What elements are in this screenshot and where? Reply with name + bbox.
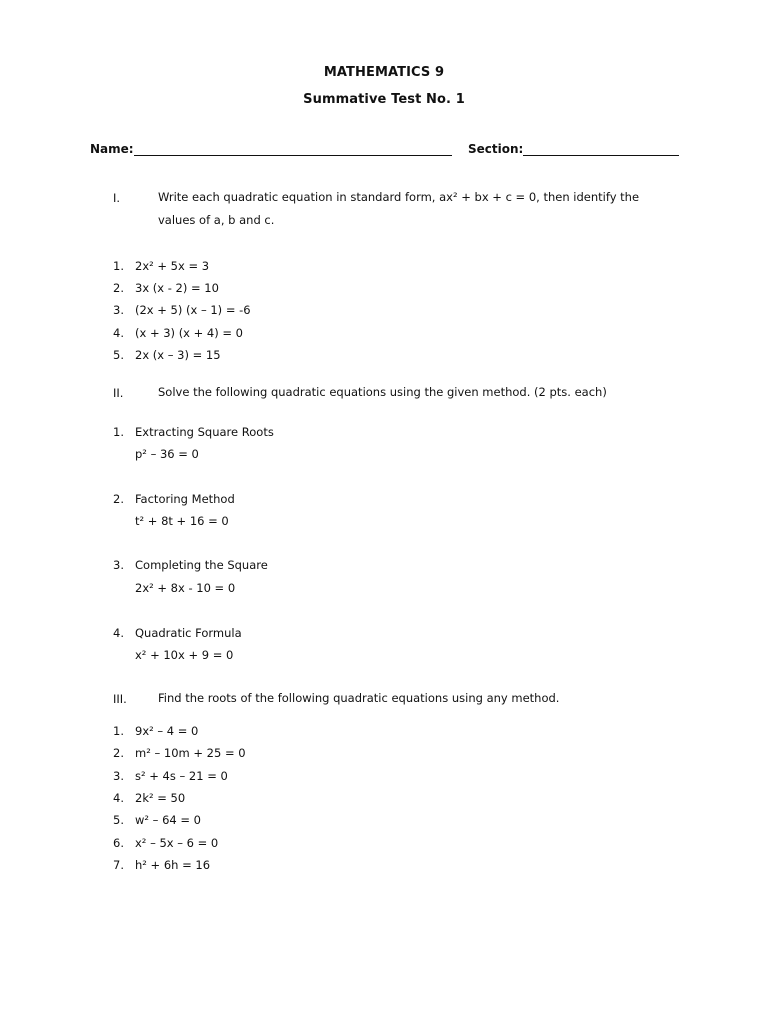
document-title: MATHEMATICS 9 [323, 65, 445, 80]
part3-numeral: III. [113, 692, 127, 706]
item-equation: h² + 6h = 16 [135, 858, 211, 872]
item-number: 5. [113, 813, 124, 827]
item-equation: 3x (x - 2) = 10 [135, 281, 219, 295]
part1-instruction: Write each quadratic equation in standard form, ax² + bx + c = 0, then identify the values of a, b and c. [158, 190, 640, 227]
item-method: Factoring Method [135, 492, 235, 506]
item-number: 3. [113, 558, 124, 572]
item-equation: (x + 3) (x + 4) = 0 [135, 326, 244, 340]
item-number: 3. [113, 769, 124, 783]
item-number: 2. [113, 746, 124, 760]
item-equation: t² + 8t + 16 = 0 [135, 514, 229, 528]
name-blank-line [134, 155, 452, 156]
part1-numeral: I. [113, 191, 121, 205]
item-number: 6. [113, 836, 124, 850]
item-number: 4. [113, 791, 124, 805]
part1-item [113, 326, 243, 340]
name-label: Name: [90, 142, 134, 156]
part1-item [113, 259, 209, 273]
part1-item [113, 348, 221, 362]
part3-item [113, 858, 210, 872]
item-equation: 2k² = 50 [135, 791, 186, 805]
section-label: Section: [468, 142, 524, 156]
part3-item [113, 836, 218, 850]
item-equation: s² + 4s – 21 = 0 [135, 769, 228, 783]
part1-item [113, 281, 219, 295]
part2-item [113, 558, 268, 572]
item-equation: 2x² + 8x - 10 = 0 [135, 581, 236, 595]
part2-item [113, 492, 235, 506]
item-equation: x² – 5x – 6 = 0 [135, 836, 219, 850]
item-equation: p² – 36 = 0 [135, 447, 199, 461]
section-blank-line [523, 155, 679, 156]
part2-instruction: Solve the following quadratic equations using the given method. (2 pts. each) [158, 385, 607, 399]
part3-item [113, 724, 198, 738]
item-number: 1. [113, 425, 124, 439]
item-equation: w² – 64 = 0 [135, 813, 201, 827]
part3-item [113, 746, 246, 760]
document-subtitle: Summative Test No. 1 [303, 92, 465, 107]
part2-item [113, 425, 274, 439]
item-number: 1. [113, 259, 124, 273]
part1-item [113, 303, 251, 317]
item-method: Completing the Square [135, 558, 268, 572]
part3-instruction: Find the roots of the following quadratic equations using any method. [158, 691, 560, 705]
part3-item [113, 769, 228, 783]
item-number: 4. [113, 326, 124, 340]
item-method: Extracting Square Roots [135, 425, 274, 439]
item-number: 7. [113, 858, 124, 872]
item-number: 2. [113, 281, 124, 295]
item-equation: 2x² + 5x = 3 [135, 259, 210, 273]
item-equation: 2x (x – 3) = 15 [135, 348, 221, 362]
item-number: 4. [113, 626, 124, 640]
part3-item [113, 791, 185, 805]
item-method: Quadratic Formula [135, 626, 242, 640]
item-number: 3. [113, 303, 124, 317]
item-equation: m² – 10m + 25 = 0 [135, 746, 246, 760]
part3-item [113, 813, 201, 827]
item-equation: x² + 10x + 9 = 0 [135, 648, 234, 662]
item-equation: 9x² – 4 = 0 [135, 724, 199, 738]
part2-numeral: II. [113, 386, 124, 400]
part2-item [113, 626, 242, 640]
student-info-row [90, 142, 680, 160]
item-number: 5. [113, 348, 124, 362]
item-number: 1. [113, 724, 124, 738]
item-equation: (2x + 5) (x – 1) = -6 [135, 303, 251, 317]
item-number: 2. [113, 492, 124, 506]
